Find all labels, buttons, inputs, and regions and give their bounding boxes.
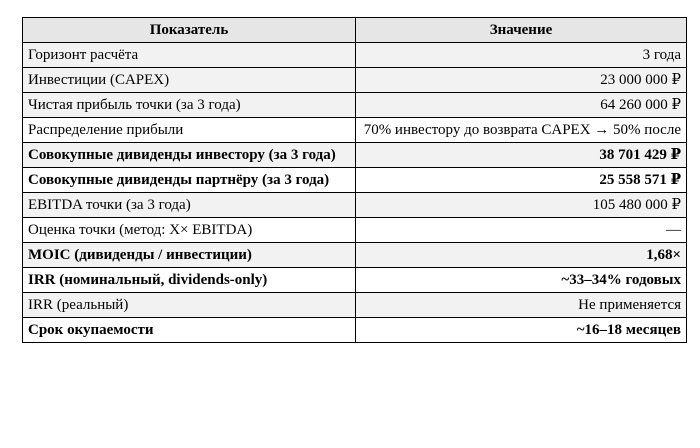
row-value: 3 года	[356, 43, 687, 68]
table-row	[23, 143, 687, 168]
row-value: 38 701 429 ₽	[356, 143, 687, 168]
table-row	[23, 168, 687, 193]
table-row	[23, 218, 687, 243]
row-value: 25 558 571 ₽	[356, 168, 687, 193]
table-row	[23, 318, 687, 343]
row-value: ~16–18 месяцев	[356, 318, 687, 343]
row-label: Инвестиции (CAPEX)	[23, 68, 356, 93]
row-value: 23 000 000 ₽	[356, 68, 687, 93]
row-label: Совокупные дивиденды партнёру (за 3 года)	[23, 168, 356, 193]
table-row	[23, 193, 687, 218]
row-value: 105 480 000 ₽	[356, 193, 687, 218]
row-label: Чистая прибыль точки (за 3 года)	[23, 93, 356, 118]
table-row	[23, 293, 687, 318]
row-value: —	[356, 218, 687, 243]
indicators-table-container	[22, 17, 686, 343]
table-header-row	[23, 18, 687, 43]
row-label: IRR (реальный)	[23, 293, 356, 318]
row-label: Горизонт расчёта	[23, 43, 356, 68]
row-value: ~33–34% годовых	[356, 268, 687, 293]
row-label: Срок окупаемости	[23, 318, 356, 343]
table-row	[23, 93, 687, 118]
header-value: Значение	[356, 18, 687, 43]
row-value: 1,68×	[356, 243, 687, 268]
row-value: 64 260 000 ₽	[356, 93, 687, 118]
row-value: Не применяется	[356, 293, 687, 318]
row-label: Совокупные дивиденды инвестору (за 3 года)	[23, 143, 356, 168]
table-row	[23, 268, 687, 293]
row-label: Распределение прибыли	[23, 118, 356, 143]
table-row	[23, 243, 687, 268]
table-row	[23, 118, 687, 143]
row-label: Оценка точки (метод: X× EBITDA)	[23, 218, 356, 243]
indicators-table	[22, 17, 687, 343]
table-row	[23, 43, 687, 68]
row-label: EBITDA точки (за 3 года)	[23, 193, 356, 218]
row-label: MOIC (дивиденды / инвестиции)	[23, 243, 356, 268]
header-indicator: Показатель	[23, 18, 356, 43]
table-row	[23, 68, 687, 93]
row-value: 70% инвестору до возврата CAPEX → 50% после	[356, 118, 687, 143]
row-label: IRR (номинальный, dividends-only)	[23, 268, 356, 293]
